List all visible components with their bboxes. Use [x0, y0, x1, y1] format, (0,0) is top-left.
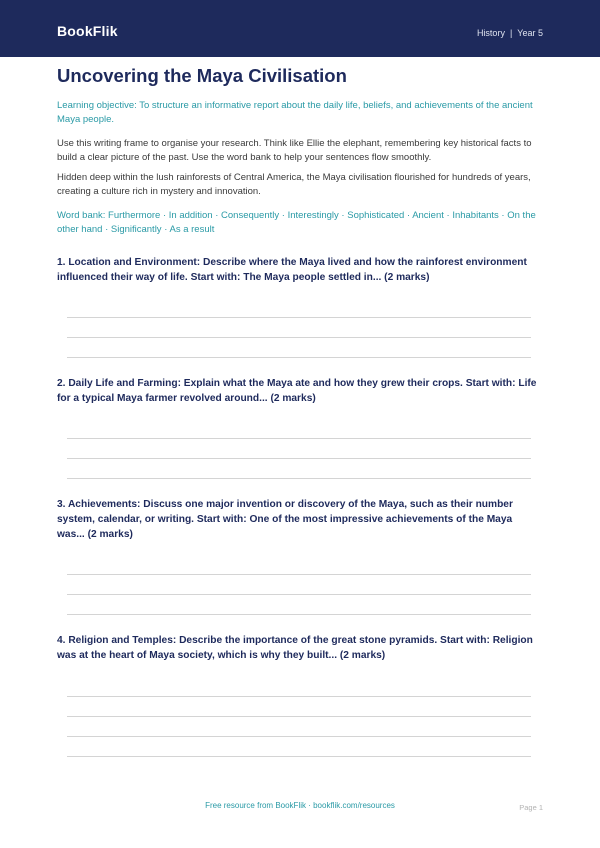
- question-4: 4. Religion and Temples: Describe the importance of the great stone pyramids. Start with: Religion was at the heart of Maya society, which is why they built... (2 marks): [57, 633, 541, 663]
- question-1: 1. Location and Environment: Describe where the Maya lived and how the rainforest environment influenced their way of life. Start with: The Maya people settled in... (2 marks): [57, 257, 527, 283]
- answer-line[interactable]: [67, 696, 531, 697]
- intro-text: Use this writing frame to organise your research. Think like Ellie the elephant, remembering key historical facts to build a clear picture of the past. Use the word bank to help your sentences flow smoothly.: [57, 138, 532, 163]
- page-header: [0, 0, 600, 57]
- subject-label: History: [476, 28, 505, 38]
- question-2: 2. Daily Life and Farming: Explain what the Maya ate and how they grew their crops. Start with: Life for a typical Maya farmer revolved around... (2 marks): [57, 378, 537, 404]
- answer-line[interactable]: [67, 716, 531, 717]
- page-title: Uncovering the Maya Civilisation: [57, 65, 347, 86]
- answer-line[interactable]: [67, 317, 531, 318]
- brand-logo: BookFlik: [57, 23, 118, 39]
- question-3: 3. Achievements: Discuss one major invention or discovery of the Maya, such as their number system, calendar, or writing. Start with: One of the most impressive achievements of the Maya was... (2 marks): [57, 497, 541, 542]
- answer-line[interactable]: [67, 756, 531, 757]
- answer-line[interactable]: [67, 574, 531, 575]
- footer-text: Free resource from BookFlik · bookflik.com/resources: [205, 801, 395, 810]
- answer-line[interactable]: [67, 478, 531, 479]
- answer-line[interactable]: [67, 614, 531, 615]
- answer-line[interactable]: [67, 357, 531, 358]
- answer-line[interactable]: [67, 594, 531, 595]
- answer-line[interactable]: [67, 438, 531, 439]
- learning-objective: Learning objective: To structure an informative report about the daily life, beliefs, and achievements of the ancient Maya people.: [57, 100, 533, 125]
- breadcrumb-separator: |: [509, 28, 513, 38]
- answer-line[interactable]: [67, 458, 531, 459]
- word-bank: Word bank: Furthermore · In addition · Consequently · Interestingly · Sophisticated · Ancient · Inhabitants · On the other hand · Significantly · As a result: [57, 210, 536, 235]
- page-number: Page 1: [519, 803, 543, 812]
- context-text: Hidden deep within the lush rainforests of Central America, the Maya civilisation flourished for hundreds of years, creating a culture rich in mystery and innovation.: [57, 172, 531, 197]
- answer-line[interactable]: [67, 736, 531, 737]
- year-label: Year 5: [517, 28, 543, 38]
- answer-line[interactable]: [67, 337, 531, 338]
- breadcrumb: [477, 28, 543, 38]
